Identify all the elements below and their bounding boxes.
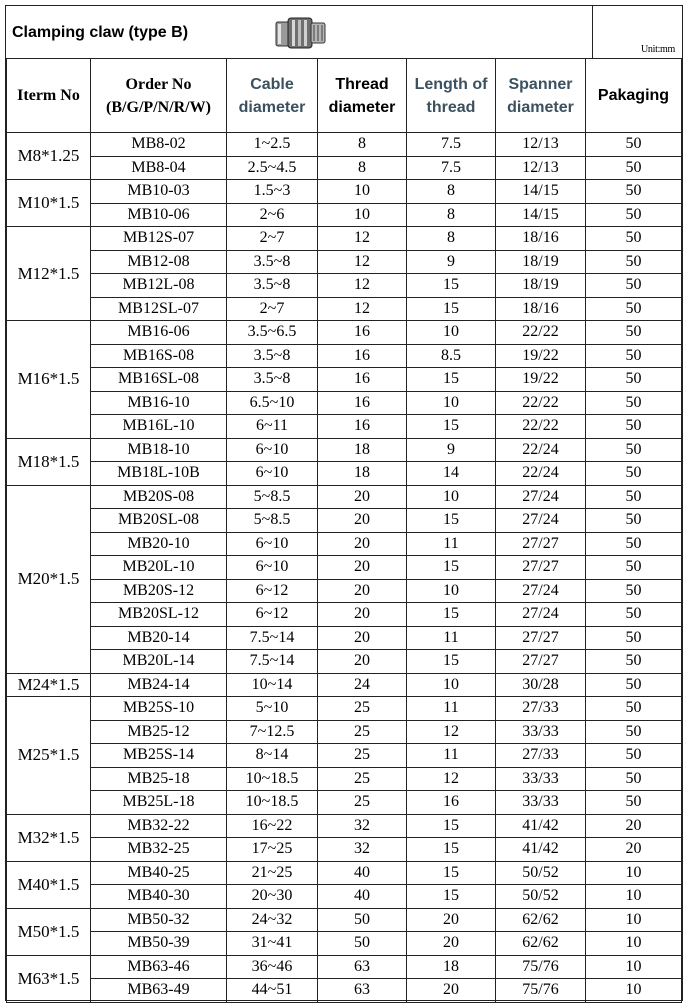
order-no-cell: MB20SL-12	[91, 603, 227, 627]
thread-diameter-cell: 20	[318, 556, 407, 580]
cable-diameter-cell: 1.5~3	[227, 180, 318, 204]
cable-diameter-cell: 3.5~8	[227, 250, 318, 274]
packaging-cell: 50	[586, 744, 682, 768]
length-of-thread-cell: 11	[407, 532, 496, 556]
thread-diameter-cell: 12	[318, 274, 407, 298]
cable-diameter-cell: 36~46	[227, 955, 318, 979]
cable-diameter-cell: 3.5~8	[227, 368, 318, 392]
table-row	[7, 344, 682, 368]
cable-diameter-cell: 16~22	[227, 814, 318, 838]
packaging-cell: 50	[586, 720, 682, 744]
thread-diameter-cell: 8	[318, 133, 407, 157]
packaging-cell: 20	[586, 814, 682, 838]
length-of-thread-cell: 12	[407, 767, 496, 791]
spanner-diameter-cell: 33/33	[496, 791, 586, 815]
length-of-thread-cell: 11	[407, 626, 496, 650]
length-of-thread-cell: 20	[407, 932, 496, 956]
thread-diameter-cell: 25	[318, 720, 407, 744]
spanner-diameter-cell: 27/33	[496, 744, 586, 768]
length-of-thread-cell: 9	[407, 250, 496, 274]
spanner-diameter-cell: 27/27	[496, 650, 586, 674]
spanner-diameter-cell: 18/16	[496, 227, 586, 251]
cable-diameter-cell: 24~32	[227, 908, 318, 932]
spanner-diameter-cell: 22/24	[496, 438, 586, 462]
table-row	[7, 391, 682, 415]
order-no-cell: MB10-06	[91, 203, 227, 227]
thread-diameter-cell: 12	[318, 297, 407, 321]
packaging-cell: 10	[586, 885, 682, 909]
order-no-cell: MB24-14	[91, 673, 227, 697]
table-row	[7, 180, 682, 204]
cable-diameter-cell: 17~25	[227, 838, 318, 862]
order-no-cell: MB32-22	[91, 814, 227, 838]
cable-diameter-cell: 3.5~8	[227, 344, 318, 368]
spanner-diameter-cell: 18/19	[496, 250, 586, 274]
length-of-thread-cell: 15	[407, 603, 496, 627]
length-of-thread-cell: 15	[407, 861, 496, 885]
table-row	[7, 626, 682, 650]
order-no-cell: MB25S-14	[91, 744, 227, 768]
table-row	[7, 462, 682, 486]
thread-diameter-cell: 50	[318, 908, 407, 932]
order-no-cell: MB8-02	[91, 133, 227, 157]
cable-diameter-cell: 2~6	[227, 203, 318, 227]
table-row	[7, 791, 682, 815]
length-of-thread-cell: 10	[407, 579, 496, 603]
spanner-diameter-cell: 27/24	[496, 509, 586, 533]
length-of-thread-cell: 14	[407, 462, 496, 486]
thread-diameter-cell: 32	[318, 814, 407, 838]
order-no-cell: MB20S-12	[91, 579, 227, 603]
packaging-cell: 50	[586, 626, 682, 650]
cable-diameter-cell: 8~14	[227, 744, 318, 768]
thread-diameter-cell: 63	[318, 979, 407, 1003]
order-no-cell: MB20L-14	[91, 650, 227, 674]
length-of-thread-cell: 20	[407, 979, 496, 1003]
sheet-title: Clamping claw (type B)	[12, 24, 189, 41]
order-no-cell: MB18L-10B	[91, 462, 227, 486]
spec-sheet	[5, 5, 683, 1001]
cable-diameter-cell: 7~12.5	[227, 720, 318, 744]
packaging-cell: 50	[586, 321, 682, 345]
item-no-cell: M40*1.5	[7, 861, 91, 908]
cable-diameter-cell: 5~10	[227, 697, 318, 721]
spanner-diameter-cell: 27/24	[496, 485, 586, 509]
order-no-cell: MB12L-08	[91, 274, 227, 298]
item-no-cell: M8*1.25	[7, 133, 91, 180]
thread-diameter-cell: 12	[318, 250, 407, 274]
table-row	[7, 227, 682, 251]
table-row	[7, 861, 682, 885]
table-row	[7, 650, 682, 674]
packaging-cell: 10	[586, 908, 682, 932]
item-no-cell: M25*1.5	[7, 697, 91, 815]
table-row	[7, 532, 682, 556]
header-length-of-thread: Length of thread	[407, 59, 496, 133]
thread-diameter-cell: 12	[318, 227, 407, 251]
spanner-diameter-cell: 50/52	[496, 885, 586, 909]
thread-diameter-cell: 16	[318, 321, 407, 345]
order-no-cell: MB40-30	[91, 885, 227, 909]
length-of-thread-cell: 7.5	[407, 156, 496, 180]
thread-diameter-cell: 40	[318, 885, 407, 909]
spanner-diameter-cell: 75/76	[496, 979, 586, 1003]
packaging-cell: 10	[586, 932, 682, 956]
header-row	[7, 59, 682, 133]
packaging-cell: 50	[586, 344, 682, 368]
length-of-thread-cell: 15	[407, 415, 496, 439]
header-item-no: Iterm No	[7, 59, 91, 133]
table-row	[7, 720, 682, 744]
spanner-diameter-cell: 27/27	[496, 532, 586, 556]
thread-diameter-cell: 25	[318, 767, 407, 791]
packaging-cell: 10	[586, 979, 682, 1003]
unit-cell	[592, 6, 681, 58]
cable-diameter-cell: 2~7	[227, 227, 318, 251]
order-no-cell: MB16-10	[91, 391, 227, 415]
order-no-cell: MB25-12	[91, 720, 227, 744]
length-of-thread-cell: 15	[407, 885, 496, 909]
order-no-cell: MB10-03	[91, 180, 227, 204]
spanner-diameter-cell: 62/62	[496, 908, 586, 932]
length-of-thread-cell: 10	[407, 391, 496, 415]
table-row	[7, 697, 682, 721]
table-row	[7, 156, 682, 180]
spanner-diameter-cell: 62/62	[496, 932, 586, 956]
spanner-diameter-cell: 22/22	[496, 321, 586, 345]
item-no-cell: M12*1.5	[7, 227, 91, 321]
length-of-thread-cell: 10	[407, 673, 496, 697]
thread-diameter-cell: 10	[318, 203, 407, 227]
cable-diameter-cell: 3.5~8	[227, 274, 318, 298]
cable-diameter-cell: 5~8.5	[227, 485, 318, 509]
table-row	[7, 744, 682, 768]
table-row	[7, 250, 682, 274]
thread-diameter-cell: 20	[318, 626, 407, 650]
item-no-cell: M20*1.5	[7, 485, 91, 673]
length-of-thread-cell: 11	[407, 697, 496, 721]
packaging-cell: 50	[586, 156, 682, 180]
spanner-diameter-cell: 30/28	[496, 673, 586, 697]
cable-diameter-cell: 6~12	[227, 579, 318, 603]
thread-diameter-cell: 24	[318, 673, 407, 697]
length-of-thread-cell: 8	[407, 227, 496, 251]
spanner-diameter-cell: 33/33	[496, 767, 586, 791]
thread-diameter-cell: 18	[318, 462, 407, 486]
length-of-thread-cell: 10	[407, 485, 496, 509]
length-of-thread-cell: 7.5	[407, 133, 496, 157]
thread-diameter-cell: 25	[318, 791, 407, 815]
table-row	[7, 274, 682, 298]
packaging-cell: 50	[586, 791, 682, 815]
table-row	[7, 133, 682, 157]
packaging-cell: 50	[586, 415, 682, 439]
spanner-diameter-cell: 22/24	[496, 462, 586, 486]
spanner-diameter-cell: 41/42	[496, 814, 586, 838]
spanner-diameter-cell: 27/24	[496, 579, 586, 603]
item-no-cell: M18*1.5	[7, 438, 91, 485]
order-no-cell: MB20-14	[91, 626, 227, 650]
order-no-cell: MB50-32	[91, 908, 227, 932]
cable-diameter-cell: 6~10	[227, 438, 318, 462]
spanner-diameter-cell: 12/13	[496, 133, 586, 157]
spanner-diameter-cell: 75/76	[496, 955, 586, 979]
spanner-diameter-cell: 19/22	[496, 368, 586, 392]
length-of-thread-cell: 18	[407, 955, 496, 979]
spanner-diameter-cell: 22/22	[496, 391, 586, 415]
length-of-thread-cell: 11	[407, 744, 496, 768]
packaging-cell: 50	[586, 673, 682, 697]
header-cable-diameter: Cable diameter	[227, 59, 318, 133]
cable-diameter-cell: 10~18.5	[227, 791, 318, 815]
order-no-cell: MB20S-08	[91, 485, 227, 509]
packaging-cell: 50	[586, 556, 682, 580]
cable-diameter-cell: 2.5~4.5	[227, 156, 318, 180]
packaging-cell: 50	[586, 438, 682, 462]
length-of-thread-cell: 10	[407, 321, 496, 345]
cable-diameter-cell: 6~10	[227, 556, 318, 580]
table-row	[7, 579, 682, 603]
cable-diameter-cell: 6~12	[227, 603, 318, 627]
order-no-cell: MB25L-18	[91, 791, 227, 815]
packaging-cell: 50	[586, 767, 682, 791]
table-row	[7, 603, 682, 627]
table-row	[7, 814, 682, 838]
title-row	[6, 6, 681, 59]
thread-diameter-cell: 16	[318, 391, 407, 415]
order-no-cell: MB16L-10	[91, 415, 227, 439]
spec-table	[6, 58, 682, 1003]
item-no-cell: M24*1.5	[7, 673, 91, 697]
thread-diameter-cell: 63	[318, 955, 407, 979]
order-no-cell: MB12-08	[91, 250, 227, 274]
packaging-cell: 50	[586, 391, 682, 415]
spanner-diameter-cell: 18/19	[496, 274, 586, 298]
packaging-cell: 50	[586, 532, 682, 556]
table-row	[7, 485, 682, 509]
spanner-diameter-cell: 27/27	[496, 556, 586, 580]
spanner-diameter-cell: 27/24	[496, 603, 586, 627]
packaging-cell: 50	[586, 274, 682, 298]
packaging-cell: 50	[586, 368, 682, 392]
order-no-cell: MB32-25	[91, 838, 227, 862]
order-no-cell: MB63-49	[91, 979, 227, 1003]
order-no-cell: MB40-25	[91, 861, 227, 885]
packaging-cell: 50	[586, 650, 682, 674]
thread-diameter-cell: 25	[318, 744, 407, 768]
packaging-cell: 50	[586, 603, 682, 627]
order-no-cell: MB63-46	[91, 955, 227, 979]
packaging-cell: 50	[586, 250, 682, 274]
length-of-thread-cell: 15	[407, 368, 496, 392]
packaging-cell: 50	[586, 509, 682, 533]
table-row	[7, 979, 682, 1003]
cable-diameter-cell: 10~14	[227, 673, 318, 697]
thread-diameter-cell: 20	[318, 509, 407, 533]
length-of-thread-cell: 8	[407, 180, 496, 204]
order-no-cell: MB20L-10	[91, 556, 227, 580]
order-no-cell: MB16SL-08	[91, 368, 227, 392]
spanner-diameter-cell: 41/42	[496, 838, 586, 862]
packaging-cell: 50	[586, 462, 682, 486]
packaging-cell: 10	[586, 861, 682, 885]
order-no-cell: MB25S-10	[91, 697, 227, 721]
thread-diameter-cell: 18	[318, 438, 407, 462]
order-no-cell: MB18-10	[91, 438, 227, 462]
table-row	[7, 368, 682, 392]
packaging-cell: 50	[586, 579, 682, 603]
table-row	[7, 415, 682, 439]
table-row	[7, 438, 682, 462]
table-row	[7, 297, 682, 321]
length-of-thread-cell: 15	[407, 838, 496, 862]
item-no-cell: M50*1.5	[7, 908, 91, 955]
packaging-cell: 50	[586, 203, 682, 227]
table-row	[7, 767, 682, 791]
order-no-cell: MB16S-08	[91, 344, 227, 368]
order-no-cell: MB20SL-08	[91, 509, 227, 533]
item-no-cell: M16*1.5	[7, 321, 91, 439]
thread-diameter-cell: 20	[318, 650, 407, 674]
item-no-cell: M32*1.5	[7, 814, 91, 861]
cable-diameter-cell: 10~18.5	[227, 767, 318, 791]
cable-diameter-cell: 6.5~10	[227, 391, 318, 415]
unit-label: Unit:mm	[640, 44, 675, 55]
length-of-thread-cell: 8	[407, 203, 496, 227]
cable-diameter-cell: 6~11	[227, 415, 318, 439]
order-no-cell: MB12S-07	[91, 227, 227, 251]
table-row	[7, 932, 682, 956]
packaging-cell: 10	[586, 955, 682, 979]
spanner-diameter-cell: 50/52	[496, 861, 586, 885]
thread-diameter-cell: 40	[318, 861, 407, 885]
thread-diameter-cell: 32	[318, 838, 407, 862]
order-no-cell: MB16-06	[91, 321, 227, 345]
header-spanner-diameter: Spanner diameter	[496, 59, 586, 133]
length-of-thread-cell: 15	[407, 509, 496, 533]
spanner-diameter-cell: 27/33	[496, 697, 586, 721]
length-of-thread-cell: 9	[407, 438, 496, 462]
thread-diameter-cell: 20	[318, 603, 407, 627]
table-row	[7, 509, 682, 533]
cable-diameter-cell: 5~8.5	[227, 509, 318, 533]
thread-diameter-cell: 16	[318, 368, 407, 392]
header-packaging: Pakaging	[586, 59, 682, 133]
cable-diameter-cell: 6~10	[227, 462, 318, 486]
cable-diameter-cell: 7.5~14	[227, 626, 318, 650]
length-of-thread-cell: 15	[407, 297, 496, 321]
packaging-cell: 50	[586, 133, 682, 157]
thread-diameter-cell: 20	[318, 579, 407, 603]
thread-diameter-cell: 50	[318, 932, 407, 956]
spanner-diameter-cell: 14/15	[496, 180, 586, 204]
thread-diameter-cell: 25	[318, 697, 407, 721]
order-no-cell: MB50-39	[91, 932, 227, 956]
thread-diameter-cell: 16	[318, 415, 407, 439]
packaging-cell: 20	[586, 838, 682, 862]
length-of-thread-cell: 16	[407, 791, 496, 815]
thread-diameter-cell: 20	[318, 485, 407, 509]
packaging-cell: 50	[586, 485, 682, 509]
spanner-diameter-cell: 18/16	[496, 297, 586, 321]
thread-diameter-cell: 20	[318, 532, 407, 556]
table-row	[7, 885, 682, 909]
spec-table-body	[7, 133, 682, 1003]
header-thread-diameter: Thread diameter	[318, 59, 407, 133]
thread-diameter-cell: 10	[318, 180, 407, 204]
spanner-diameter-cell: 12/13	[496, 156, 586, 180]
order-no-cell: MB12SL-07	[91, 297, 227, 321]
cable-diameter-cell: 3.5~6.5	[227, 321, 318, 345]
length-of-thread-cell: 15	[407, 274, 496, 298]
thread-diameter-cell: 16	[318, 344, 407, 368]
table-row	[7, 673, 682, 697]
cable-diameter-cell: 44~51	[227, 979, 318, 1003]
spanner-diameter-cell: 14/15	[496, 203, 586, 227]
length-of-thread-cell: 15	[407, 556, 496, 580]
order-no-cell: MB8-04	[91, 156, 227, 180]
table-row	[7, 321, 682, 345]
length-of-thread-cell: 15	[407, 814, 496, 838]
spanner-diameter-cell: 27/27	[496, 626, 586, 650]
spanner-diameter-cell: 19/22	[496, 344, 586, 368]
cable-diameter-cell: 2~7	[227, 297, 318, 321]
thread-diameter-cell: 8	[318, 156, 407, 180]
spanner-diameter-cell: 22/22	[496, 415, 586, 439]
length-of-thread-cell: 20	[407, 908, 496, 932]
spanner-diameter-cell: 33/33	[496, 720, 586, 744]
order-no-cell: MB25-18	[91, 767, 227, 791]
packaging-cell: 50	[586, 180, 682, 204]
cable-diameter-cell: 7.5~14	[227, 650, 318, 674]
packaging-cell: 50	[586, 227, 682, 251]
clamping-claw-image	[274, 14, 330, 52]
table-row	[7, 556, 682, 580]
cable-diameter-cell: 20~30	[227, 885, 318, 909]
table-row	[7, 838, 682, 862]
length-of-thread-cell: 8.5	[407, 344, 496, 368]
length-of-thread-cell: 12	[407, 720, 496, 744]
order-no-cell: MB20-10	[91, 532, 227, 556]
table-row	[7, 955, 682, 979]
table-row	[7, 203, 682, 227]
packaging-cell: 50	[586, 697, 682, 721]
item-no-cell: M63*1.5	[7, 955, 91, 1002]
packaging-cell: 50	[586, 297, 682, 321]
header-order-no: Order No (B/G/P/N/R/W)	[91, 59, 227, 133]
table-row	[7, 908, 682, 932]
cable-diameter-cell: 1~2.5	[227, 133, 318, 157]
cable-diameter-cell: 6~10	[227, 532, 318, 556]
item-no-cell: M10*1.5	[7, 180, 91, 227]
length-of-thread-cell: 15	[407, 650, 496, 674]
cable-diameter-cell: 31~41	[227, 932, 318, 956]
cable-diameter-cell: 21~25	[227, 861, 318, 885]
